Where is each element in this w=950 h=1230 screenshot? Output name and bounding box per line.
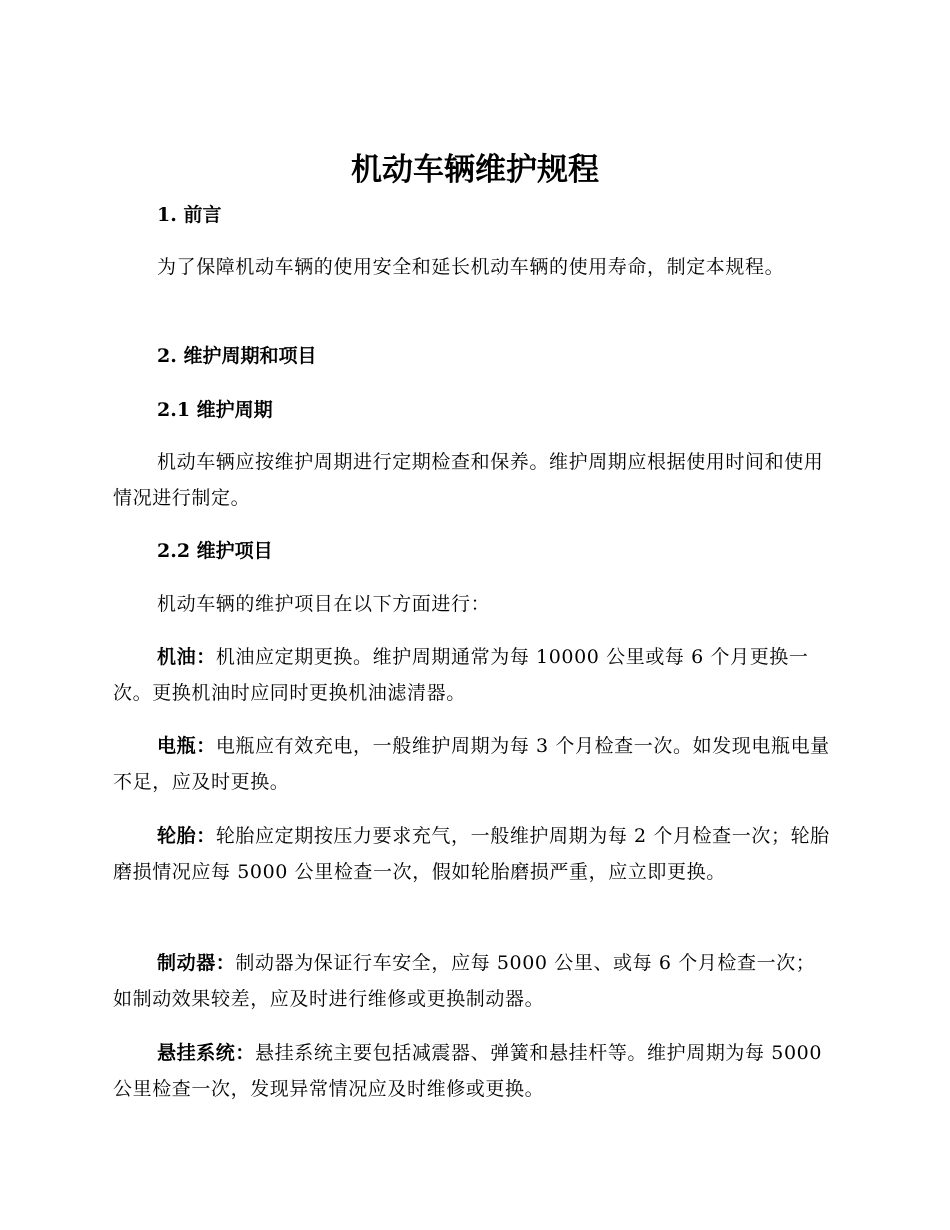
item-brake (113, 945, 831, 1017)
section-1-body: 为了保障机动车辆的使用安全和延长机动车辆的使用寿命，制定本规程。 (157, 256, 785, 278)
item-brake-text: 制动器为保证行车安全，应每 5000 公里、或每 6 个月检查一次；如制动效果较差，应及时进行维修或更换制动器。 (113, 952, 816, 1010)
section-2-2-intro: 机动车辆的维护项目在以下方面进行： (157, 593, 491, 615)
item-brake-term: 制动器： (157, 952, 236, 974)
item-battery-term: 电瓶： (157, 735, 216, 757)
document-title: 机动车辆维护规程 (351, 152, 599, 188)
item-tire-text: 轮胎应定期按压力要求充气，一般维护周期为每 2 个月检查一次；轮胎磨损情况应每 5000 公里检查一次，假如轮胎磨损严重，应立即更换。 (113, 825, 830, 883)
item-oil-text: 机油应定期更换。维护周期通常为每 10000 公里或每 6 个月更换一次。更换机油时应同时更换机油滤清器。 (113, 646, 809, 704)
item-suspension-term: 悬挂系统： (157, 1042, 256, 1064)
item-battery (113, 728, 831, 800)
item-suspension (113, 1035, 831, 1107)
section-2-1-heading: 2.1 维护周期 (157, 399, 273, 421)
item-suspension-text: 悬挂系统主要包括减震器、弹簧和悬挂杆等。维护周期为每 5000 公里检查一次，发现异常情况应及时维修或更换。 (113, 1042, 823, 1100)
item-battery-text: 电瓶应有效充电，一般维护周期为每 3 个月检查一次。如发现电瓶电量不足，应及时更换。 (113, 735, 830, 793)
item-tire (113, 818, 831, 890)
section-2-2-heading: 2.2 维护项目 (157, 540, 273, 562)
item-oil (113, 639, 831, 711)
item-tire-term: 轮胎： (157, 825, 216, 847)
section-1-heading: 1. 前言 (157, 204, 222, 226)
section-2-1-body: 机动车辆应按维护周期进行定期检查和保养。维护周期应根据使用时间和使用情况进行制定。 (113, 451, 824, 509)
section-2-heading: 2. 维护周期和项目 (157, 345, 317, 367)
item-oil-term: 机油： (157, 646, 216, 668)
